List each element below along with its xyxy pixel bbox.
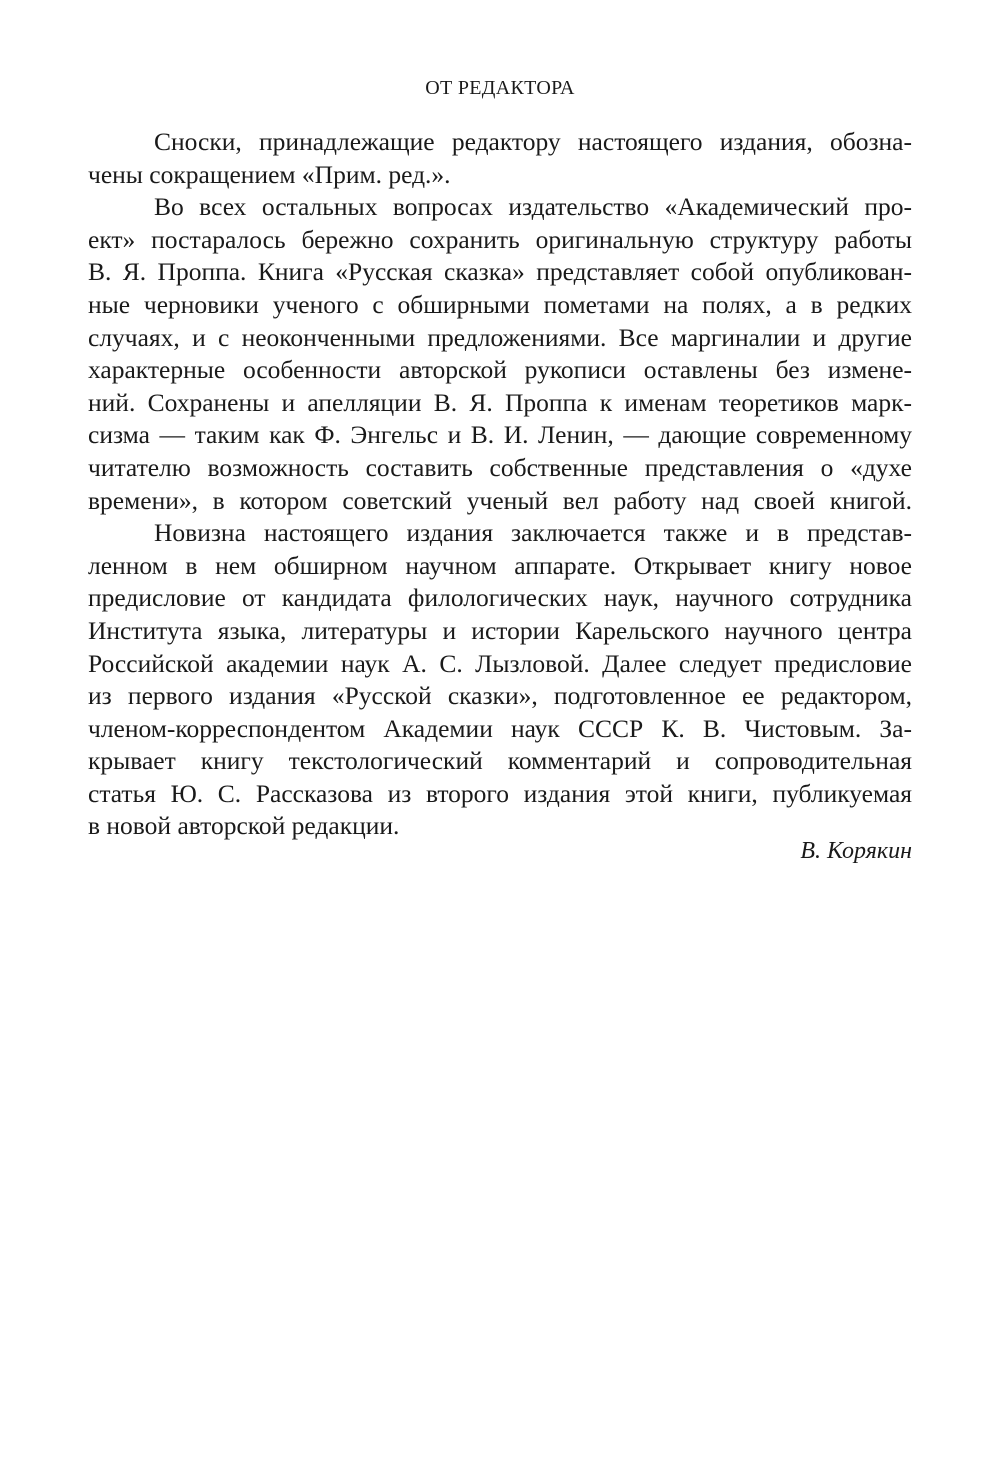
paragraph-apparatus: [88, 517, 912, 843]
text-line: характерные особенности авторской рукописи оставлены без измене-: [88, 355, 912, 385]
text-line: Новизна настоящего издания заключается также и в представ-: [154, 518, 912, 548]
text-line: членом-корреспондентом Академии наук СССР К. В. Чистовым. За-: [88, 713, 912, 743]
text-line: ленном в нем обширном научном аппарате. Открывает книгу новое: [88, 550, 912, 580]
text-line: читателю возможность составить собственные представления о «духе: [88, 452, 912, 482]
text-line: случаях, и с неоконченными предложениями. Все маргиналии и другие: [88, 322, 912, 352]
body-text: [88, 126, 912, 843]
text-line: из первого издания «Русской сказки», подготовленное ее редактором,: [88, 681, 912, 711]
text-line: Во всех остальных вопросах издательство «Академический про-: [154, 192, 912, 222]
paragraph-footnotes: [88, 126, 912, 191]
text-line: Сноски, принадлежащие редактору настоящего издания, обозна-: [154, 127, 912, 156]
text-line: Института языка, литературы и истории Карельского научного центра: [88, 615, 912, 645]
text-line: ний. Сохранены и апелляции В. Я. Проппа к именам теоретиков марк-: [88, 387, 912, 417]
author-signature: В. Корякин: [800, 838, 912, 864]
text-line: предисловие от кандидата филологических наук, научного сотрудника: [88, 583, 912, 613]
text-line: статья Ю. С. Рассказова из второго издания этой книги, публикуемая: [88, 778, 912, 808]
text-line: сизма — таким как Ф. Энгельс и В. И. Ленин, — дающие современному: [88, 420, 912, 450]
running-header: ОТ РЕДАКТОРА: [425, 77, 575, 99]
text-line: в новой авторской редакции.: [88, 811, 400, 841]
text-line: ные черновики ученого с обширными пометами на полях, а в редких: [88, 289, 912, 319]
text-line: В. Я. Проппа. Книга «Русская сказка» представляет собой опубликован-: [88, 257, 912, 287]
paragraph-structure: [88, 191, 912, 517]
text-line: Российской академии наук А. С. Лызловой. Далее следует предисловие: [88, 648, 912, 678]
text-line: крывает книгу текстологический комментарий и сопроводительная: [88, 746, 912, 776]
text-line: времени», в котором советский ученый вел работу над своей книгой.: [88, 485, 912, 515]
text-line: чены сокращением «Прим. ред.».: [88, 159, 451, 189]
text-line: ект» постаралось бережно сохранить оригинальную структуру работы: [88, 224, 912, 254]
